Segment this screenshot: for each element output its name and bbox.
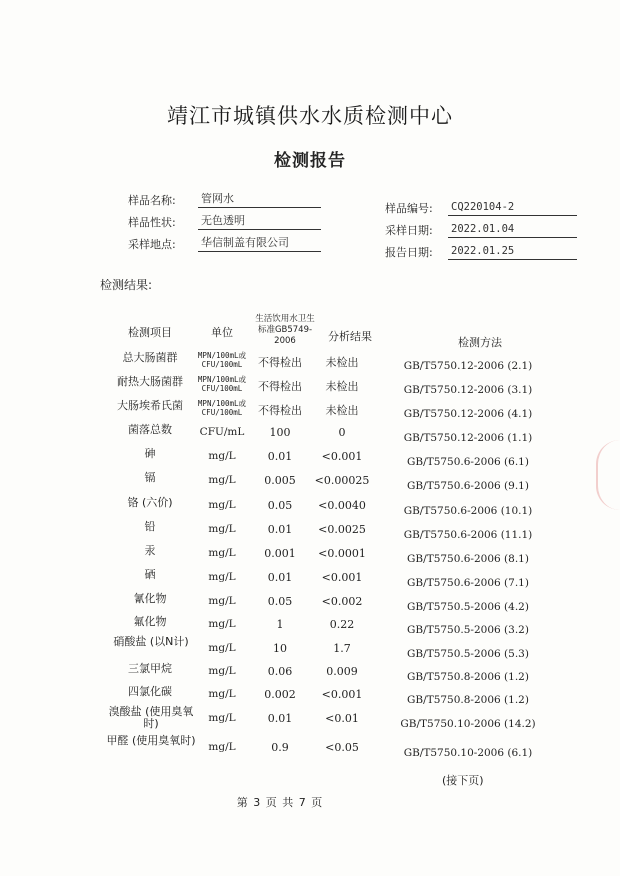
cell-standard: 10 (273, 642, 287, 655)
cell-item: 铅 (144, 520, 156, 533)
cell-unit: mg/L (208, 688, 236, 700)
cell-unit: mg/L (208, 741, 236, 753)
cell-standard: 0.005 (264, 474, 296, 487)
table-row (0, 616, 620, 640)
cell-unit: mg/L (208, 665, 236, 677)
table-row (0, 705, 620, 734)
header-standard: 生活饮用水卫生标准GB5749-2006 (255, 314, 315, 346)
cell-method: GB/T5750.12-2006 (4.1) (403, 408, 533, 420)
table-row (0, 635, 620, 664)
cell-standard: 0.05 (267, 499, 293, 512)
cell-method: GB/T5750.6-2006 (9.1) (407, 480, 529, 492)
cell-unit: MPN/100mL或CFU/100mL (197, 375, 247, 393)
cell-unit: mg/L (208, 499, 236, 511)
cell-method: GB/T5750.12-2006 (3.1) (403, 384, 533, 396)
cell-result: <0.0025 (318, 523, 366, 536)
cell-item: 铬 (六价) (127, 496, 173, 509)
cell-unit: mg/L (208, 595, 236, 607)
location-label: 采样地点: (128, 238, 176, 251)
seal-stamp-edge (596, 440, 620, 510)
table-row (0, 352, 620, 376)
organization-title: 靖江市城镇供水水质检测中心 (167, 104, 453, 128)
cell-standard: 0.9 (271, 741, 289, 754)
cell-item: 砷 (144, 447, 156, 460)
header-item: 检测项目 (128, 326, 172, 339)
cell-unit: CFU/mL (199, 426, 245, 438)
table-row (0, 472, 620, 496)
cell-unit: mg/L (208, 450, 236, 462)
table-row (0, 424, 620, 448)
cell-method: GB/T5750.5-2006 (3.2) (407, 624, 529, 636)
cell-item: 溴酸盐 (使用臭氧时) (108, 705, 194, 730)
sampling-date-label: 采样日期: (385, 224, 433, 237)
cell-method: GB/T5750.6-2006 (8.1) (407, 553, 529, 565)
cell-result: <0.00025 (314, 474, 370, 487)
cell-unit: mg/L (208, 571, 236, 583)
cell-result: <0.0001 (318, 547, 366, 560)
sample-name-value: 管网水 (198, 192, 321, 208)
cell-standard: 0.01 (267, 571, 293, 584)
table-row (0, 376, 620, 400)
cell-item: 氰化物 (133, 592, 167, 605)
cell-item: 甲醛 (使用臭氧时) (106, 734, 196, 747)
header-unit: 单位 (211, 326, 233, 339)
cell-unit: mg/L (208, 474, 236, 486)
cell-method: GB/T5750.5-2006 (4.2) (407, 601, 529, 613)
table-row (0, 521, 620, 545)
cell-result: 0.22 (329, 618, 355, 631)
report-date-label: 报告日期: (385, 246, 433, 259)
cell-result: 0 (338, 426, 346, 439)
table-row (0, 545, 620, 569)
header-result: 分析结果 (328, 330, 372, 343)
cell-method: GB/T5750.6-2006 (6.1) (407, 456, 529, 468)
header-method: 检测方法 (458, 336, 502, 349)
cell-item: 硝酸盐 (以N计) (113, 635, 189, 648)
table-row (0, 569, 620, 593)
cell-unit: mg/L (208, 618, 236, 630)
table-header (0, 312, 620, 352)
cell-item: 汞 (144, 544, 156, 557)
cell-unit: mg/L (208, 547, 236, 559)
cell-standard: 0.01 (267, 523, 293, 536)
cell-result: <0.002 (321, 595, 363, 608)
cell-method: GB/T5750.10-2006 (6.1) (403, 747, 533, 759)
cell-unit: MPN/100mL或CFU/100mL (197, 399, 247, 417)
table-row (0, 497, 620, 521)
cell-standard: 0.01 (267, 450, 293, 463)
cell-standard: 0.002 (264, 688, 296, 701)
cell-method: GB/T5750.12-2006 (2.1) (403, 360, 533, 372)
cell-standard: 0.001 (264, 547, 296, 560)
cell-standard: 不得检出 (258, 404, 302, 417)
cell-result: <0.0040 (318, 499, 366, 512)
cell-result: <0.01 (325, 712, 359, 725)
cell-result: 0.009 (326, 665, 358, 678)
sample-no-value: CQ220104-2 (448, 200, 577, 216)
results-label: 检测结果: (100, 278, 153, 292)
cell-result: <0.001 (321, 450, 363, 463)
sampling-date-value: 2022.01.04 (448, 222, 577, 238)
table-row (0, 400, 620, 424)
cell-method: GB/T5750.8-2006 (1.2) (407, 671, 529, 683)
cell-item: 菌落总数 (128, 423, 172, 436)
cell-item: 大肠埃希氏菌 (117, 399, 183, 412)
sample-trait-label: 样品性状: (128, 216, 176, 229)
cell-standard: 0.01 (267, 712, 293, 725)
cell-result: 1.7 (333, 642, 351, 655)
cell-method: GB/T5750.8-2006 (1.2) (407, 694, 529, 706)
table-row (0, 448, 620, 472)
table-row (0, 686, 620, 710)
cell-result: 未检出 (325, 404, 359, 417)
cell-method: GB/T5750.12-2006 (1.1) (403, 432, 533, 444)
report-date-value: 2022.01.25 (448, 244, 577, 260)
sample-no-label: 样品编号: (385, 202, 433, 215)
cell-item: 镉 (144, 471, 156, 484)
cell-item: 氟化物 (133, 615, 167, 628)
cell-unit: MPN/100mL或CFU/100mL (197, 351, 247, 369)
cell-standard: 不得检出 (258, 380, 302, 393)
cell-item: 耐热大肠菌群 (117, 375, 183, 388)
table-row (0, 734, 620, 763)
cell-method: GB/T5750.6-2006 (11.1) (403, 529, 533, 541)
page-number: 第 3 页 共 7 页 (236, 796, 324, 809)
sample-trait-value: 无色透明 (198, 214, 321, 230)
cell-result: 未检出 (325, 356, 359, 369)
report-title: 检测报告 (274, 151, 346, 171)
cell-item: 三氯甲烷 (128, 662, 172, 675)
cell-result: <0.05 (325, 741, 359, 754)
table-row (0, 593, 620, 617)
location-value: 华信制盖有限公司 (198, 236, 321, 252)
cell-result: <0.001 (321, 688, 363, 701)
cell-standard: 0.05 (267, 595, 293, 608)
cell-item: 硒 (144, 568, 156, 581)
cell-standard: 不得检出 (258, 356, 302, 369)
cell-unit: mg/L (208, 642, 236, 654)
cell-unit: mg/L (208, 523, 236, 535)
cell-method: GB/T5750.6-2006 (7.1) (407, 577, 529, 589)
cell-method: GB/T5750.6-2006 (10.1) (403, 505, 533, 517)
table-row (0, 663, 620, 687)
cell-method: GB/T5750.10-2006 (14.2) (400, 718, 536, 730)
cell-result: <0.001 (321, 571, 363, 584)
continued-note: (接下页) (442, 774, 484, 787)
cell-item: 总大肠菌群 (122, 351, 178, 364)
cell-method: GB/T5750.5-2006 (5.3) (407, 648, 529, 660)
cell-result: 未检出 (325, 380, 359, 393)
cell-item: 四氯化碳 (128, 685, 172, 698)
cell-standard: 100 (269, 426, 291, 439)
sample-name-label: 样品名称: (128, 194, 176, 207)
cell-standard: 0.06 (267, 665, 293, 678)
cell-unit: mg/L (208, 712, 236, 724)
cell-standard: 1 (276, 618, 284, 631)
